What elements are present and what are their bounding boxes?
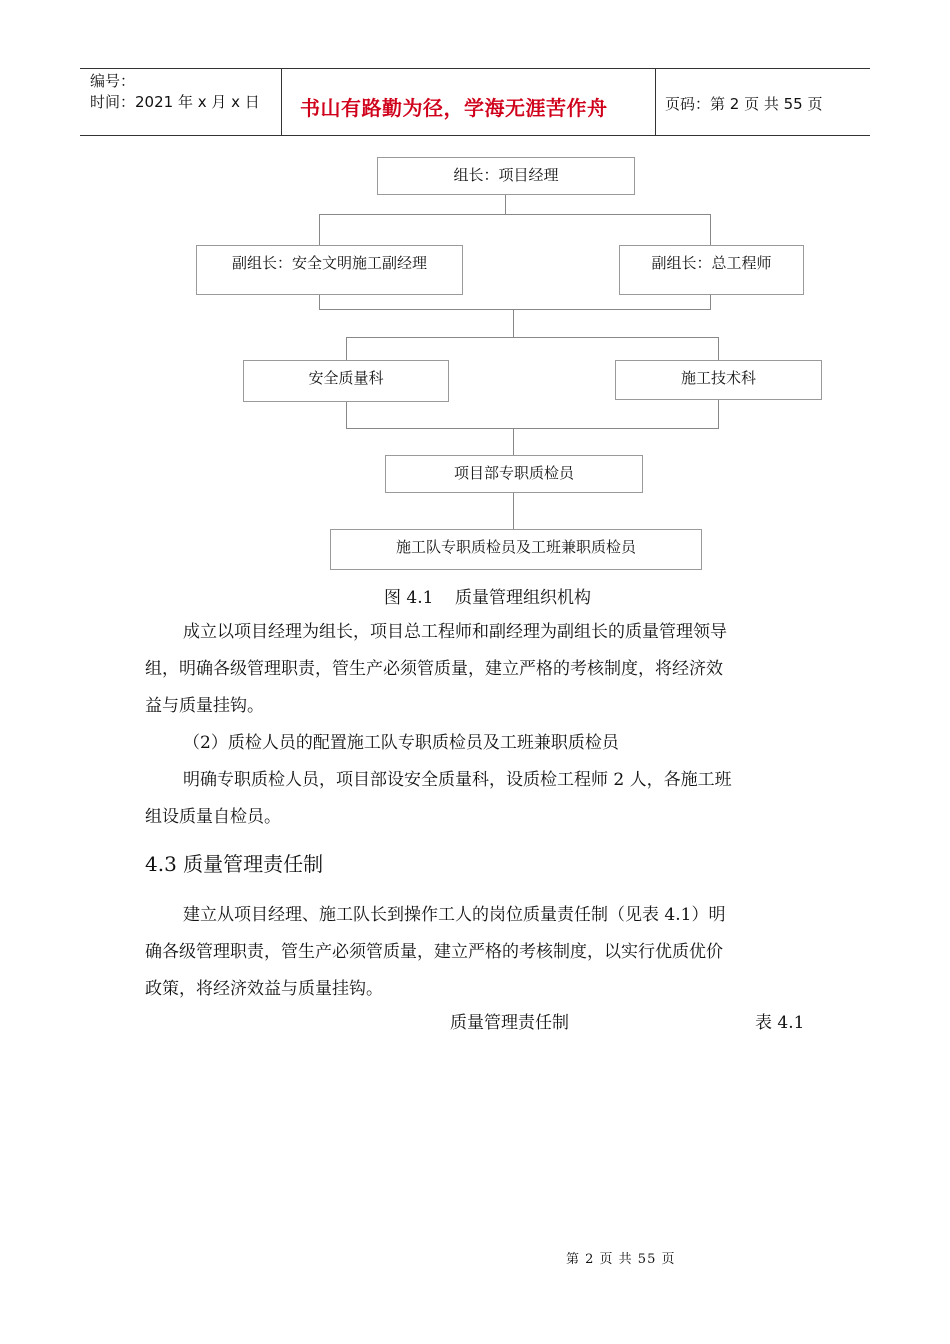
connector [513,492,514,529]
paragraph-line: 益与质量挂钩。 [145,696,264,716]
org-box-deputy-left [196,245,463,295]
org-box-inspector-project [385,455,643,493]
connector [346,428,719,429]
footer-page-number: 第 2 页 共 55 页 [566,1252,676,1267]
paragraph-line: 建立从项目经理、施工队长到操作工人的岗位质量责任制（见表 4.1）明 [183,905,726,925]
connector [505,194,506,215]
paragraph-line: 政策，将经济效益与质量挂钩。 [145,979,383,999]
connector [319,214,711,215]
org-box-leader [377,157,635,195]
section-heading: 4.3 质量管理责任制 [145,852,324,876]
paragraph-line: 组，明确各级管理职责，管生产必须管质量，建立严格的考核制度，将经济效 [145,659,723,679]
connector [346,337,719,338]
org-box-label: 副组长：安全文明施工副经理 [231,254,427,272]
connector [346,401,347,429]
table-caption-number: 表 4.1 [755,1013,805,1033]
paragraph-line: 明确专职质检人员，项目部设安全质量科，设质检工程师 2 人，各施工班 [183,770,732,790]
header-bottom-rule [80,135,870,136]
org-box-dept-left [243,360,449,402]
header-divider-right [655,68,656,136]
paragraph-line: 成立以项目经理为组长，项目总工程师和副经理为副组长的质量管理领导 [183,622,727,642]
org-box-deputy-right [619,245,804,295]
time-label: 时间：2021 年 x 月 x 日 [90,93,260,111]
connector [346,337,347,360]
table-caption-title: 质量管理责任制 [450,1013,569,1033]
header-top-rule [80,68,870,69]
serial-label: 编号： [90,72,136,90]
header-motto: 书山有路勤为径，学海无涯苦作舟 [300,96,608,120]
paragraph-line: 确各级管理职责，管生产必须管质量，建立严格的考核制度，以实行优质优价 [145,942,723,962]
connector [513,309,514,338]
connector [710,214,711,245]
paragraph-line: 组设质量自检员。 [145,807,281,827]
org-box-label: 项目部专职质检员 [453,464,574,482]
connector [319,294,320,310]
org-box-label: 安全质量科 [308,369,384,387]
connector [718,337,719,360]
org-box-dept-right [615,360,822,400]
figure-caption: 图 4.1 质量管理组织机构 [384,588,592,608]
org-box-label: 施工队专职质检员及工班兼职质检员 [395,538,636,556]
connector [319,309,711,310]
connector [319,214,320,245]
org-box-label: 副组长：总工程师 [651,254,772,272]
org-box-label: 施工技术科 [680,369,756,387]
header-page-info: 页码：第 2 页 共 55 页 [665,95,823,113]
org-box-label: 组长：项目经理 [453,166,559,184]
org-box-inspector-team [330,529,702,570]
connector [718,399,719,429]
header-divider-left [281,68,282,136]
connector [513,428,514,455]
paragraph-line: （2）质检人员的配置施工队专职质检员及工班兼职质检员 [183,733,619,753]
connector [710,294,711,310]
